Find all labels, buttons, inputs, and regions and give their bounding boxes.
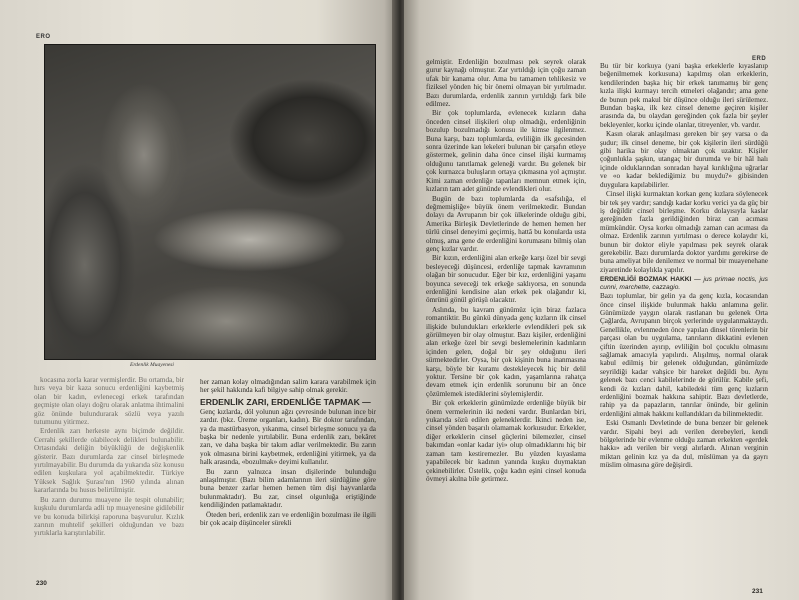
paragraph: Cinsel ilişki kurmaktan korkan genç kızlara söylenecek bir tek şey vardır; sandığı kadar korku verici ya da güç bir iş değildir cinsel birleşme. Korku dolayısıyla kaslar gereğinden fazla gerildiğinden biraz can acıması mümkündür. Oysa korku olmadığı zaman can acıması da olmaz. Erdenlik zarının yırtılması o derece kolaydır ki, bunun bir doktor eliyle yapılması pek seyrek olarak gerekebilir. Bazı durumlarda doktor yardımı gerekirse de buna ameliyat bile denilemez ve normal bir muayenehane ziyaretinde kolaylıkla yapılır. — [600, 190, 768, 274]
page-number-right: 231 — [752, 588, 763, 595]
paragraph: Bir çok toplumlarda, evlenecek kızların daha önceden cinsel ilişkileri olup olmadığı, erdenliğinin bozulup bozulmadığı konusu ile kimse ilgilenmez. Buna karşı, bazı toplumlarda, evliliğin ilk gecesinden sonra üzerinde kan lekeleri bulunan bir çarşafın etleye göstermek, gelinin daha önce cinsel ilişki kurmamış olduğunu tanıtlamak geleneği vardır. Bu gelenek bir çok kurnazca buluşların ortaya çıkmasına yol açmıştır. Kimi zaman erdenliğe tapanları memnun etmek için, kızların tam adet gününde evlendikleri olur. — [426, 109, 586, 194]
paragraph: Bu zarın yalnızca insan dişilerinde bulunduğu anlaşılmıştır. (Bazı bilim adamlarının ileri sürdüğüne göre buna benzer zarlar hemen hemen tüm dişi hayvanlarda bulunmaktadır). Bu zar, cinsel olgunluğa eriştiğinde kendiliğinden patlamaktadır. — [200, 467, 376, 510]
image-caption: Erdenlik Muayenesi — [130, 362, 174, 368]
paragraph: Bu tür bir korkuya (yani başka erkeklerle kıyaslanıp beğenilmemek korkusuna) kapılmış olan erkeklerin, kendilerinden başka hiç bir erkek tanımamış bir genç kızla ilişki kurmayı tercih etmeleri olağandır; ama gene de bunun pek makul bir düşünce olduğu ileri sürülemez. Bundan başka, ilk kez cinsel deneme geçiren kişiler arasında da, bu olaydan gereğinden çok fazla bir şeyler bekleyenler, korku içinde olanlar, titreyenler, vb. vardır. — [600, 62, 768, 129]
paragraph: Bugün de bazı toplumlarda da «safsılığa, el değmemişliğe» büyük önem verilmektedir. Bundan dolayı da Avrupanın bir çok ülkelerinde olduğu gibi, Amerika Birleşik Devletlerinde de hemen hemen her türlü cinsel deneyimi geçirmiş, hattâ bu konularda usta olmuş, ama gene de erdenliğini korumasını bilmiş olan genç kızlar vardır. — [426, 194, 586, 253]
heading-subtitle: — jus primae noctis, jus cunni, marchette, cazzagio. — [600, 276, 768, 292]
section-heading: ERDENLİK ZARI, ERDENLİĞE TAPMAK — — [200, 396, 371, 407]
right-column-1 — [426, 58, 586, 578]
paragraph: Aslında, bu kavram günümüz için biraz fazlaca romantiktir. Bu günkü dünyada genç kızların ilk cinsel ilişkide bulundukları erkeklerle evlendikleri pek sık görülmeyen bir olay olmuştur. Bazı kişiler, erdenliğini alan erkeğe özel bir sevgi beslemelerinin kadınların içinden gelen, doğal bir şey olduğunu ileri sürmektedirler. Oysa, bir çok kişinin buna inanmasına karşı, böyle bir kuramı destekleyecek hiç bir delil yoktur. Tersine bir çok kadın, yaşamlarına rahatça devam etmek için erdenlik sorununu bir an önce çözümlemek istediklerini söylemişlerdir. — [426, 305, 586, 398]
left-column-1 — [34, 376, 184, 586]
right-page — [404, 0, 799, 600]
erdenlik-muayenesi-illustration — [44, 44, 376, 360]
running-head-right: ERD — [752, 56, 767, 62]
paragraph: Bir çok erkeklerin günümüzde erdenliğe büyük bir önem vermelerinin iki nedeni vardır. Bunlardan biri, yukarıda sözü edilen geleneklerdir. İkinci neden ise, cinsel yönden başarılı olamamak korkusudur. Erkekler, diğer erkeklerin cinsel güçlerini bilemezler, cinsel bakımdan «onlar kadar iyi» olup olmadıklarını hiç bir zaman tam kestiremezler. Bu yüzden kıyaslama yapabilecek bir kadının yanında kuşku duymaktan çekinebilirler. Üstelik, çoğu kadın eşini cinsel konuda övmeyi akılna bile getirmez. — [426, 399, 586, 483]
paragraph: Eski Osmanlı Devletinde de buna benzer bir gelenek vardır. Sipahi beyi adı verilen derebeyleri, kendi bölgelerinde bir evlenme olduğu zaman erkekten «gerdek hakkı» adı verilen bir vergi alırlardı. Alınan verginin miktarı gelinin kız ya da dul, müslüman ya da gayrı müslim olmasına göre değişirdi. — [600, 419, 768, 470]
paragraph: Kasın olarak anlaşılması gereken bir şey varsa o da şudur; ilk cinsel deneme, bir çok kişilerin ileri sürdüğü gibi harika bir olay olmaktan çok uzaktır. Kişiler çoğunlukla şaşkın, utangaç bir durumda ve bir hâl halı içinde olduklarından sonradan hayal kırıklığına uğrarlar ve «o kadar beklediğimiz bu muydu?» gibisinden duygulara kapılabilirler. — [600, 130, 768, 189]
paragraph: Genç kızlarda, döl yolunun ağzı çevresinde bulunan ince bir zardır. (bkz. Üreme organları, kadın). Bir doktor tarafından, ya da mastürbasyon, yıkanma, cinsel birleşme sonucu ya da başka bir nedenle yırtılabilir. Buna erdenlik zarı, bekâret zarı, ve daha başka bir takım adlar verilmektedir. Bu zarın yok olmasına birini kaybetmek, erdenliğini yitirmek, ya da halk arasında, «bozulmak» deyimi kullanılır. — [200, 407, 376, 467]
right-column-2 — [600, 62, 768, 588]
paragraph: Bazı toplumlar, bir gelin ya da genç kızla, kocasından önce cinsel ilişkide bulunmak hakkı anlamına gelir. Günümüzde yaygın olarak rastlanan bu gelenek Orta Çağlarda, Avrupanın birçok yerlerinde uygulanmaktaydı. Genellikle, evlenmeden önce yapılan dinsel törenlerin bir parçası olan bu uygulama, tanrıların dikkatini evlenen çiftin üzerinden ayırıp, evliliğin bol çocuklu olmasını sağlamak amacıyla yapılırdı. Alışılmış, normal olarak kabul edilmiş bir gelenek olduğundan, günümüzde seyrildiği kadar vahşice bir hareket değildi bu. Aynı gelenek bazı cenci kabilelerinde de görülür. Kabile şefi, kendi öz kızları dahil, kabiledeki tüm genç kızların erdenliğini bozmak hakkına sahiptir. Bazı devletlerde, rahip ya da papazların, tanrılar önünde, bir gelinin erdenliğini almak hakkını kullandıkları da bilinmektedir. — [600, 292, 768, 418]
left-column-2 — [200, 378, 376, 578]
running-head-left: ERO — [36, 34, 51, 40]
paragraph: Bu zarın durumu muayene ile tespit olunabilir; kuşkulu durumlarda adli tıp muayenesine gidilebilir ve bu konuda bilirkişi raporuna başvurulur. Kızlık zarının muhtelif şekilleri olduğundan ve bazı yırtıklarla karıştırılabilir. — [34, 495, 184, 538]
page-number-left: 230 — [36, 580, 47, 587]
heading-title: ERDENLİĞİ BOZMAK HAKKI — [600, 276, 692, 284]
paragraph: Öteden beri, erdenlik zarı ve erdenliğin bozulması ile ilgili bir çok acaip düşünceler sürekli — [200, 510, 376, 528]
paragraph: Erdenlik zarı herkeste aynı biçimde değildir. Cerrahi şekillerde olabilecek delikleri bulunabilir. Ortasındaki deliğin büyüklüğü de değişkenlik gösterir. Bazı durumlarda zar cinsel birleşmede yırtılmayabilir. Bu durumda da yukarıda söz konusu edilen kuşkulara yol açabilmektedir. Türkiye Yüksek Sağlık Şurası'nın 1960 yılında alınan kararlarında bu husus belirtilmiştir. — [34, 427, 184, 495]
paragraph: kocasına zorla karar vermişlerdir. Bu ortamda, bir hırs veya bir kaza sonucu erdenliğini kaybetmiş olan bir kadın, evlenecegi erkek tarafından geçmişte olan olayı doğru olarak anlatma ihtimalini göz önünde bulundurarak sözlü veya yazılı tutumunu yitirmez. — [34, 376, 184, 427]
paragraph: her zaman kolay olmadığından salim karara varabilmek için her şekil hakkında kafi bilgiye sahip olmak gerekir. — [200, 378, 376, 395]
paragraph: gelmiştir. Erdenliğin bozulması pek seyrek olarak gurur kaynağı olmuştur. Zar yırtıldığı için çoğu zaman ufak bir kanama olur. Ama bu tamamen tehlikesiz ve fiziksel yönden hiç bir önemi olmayan bir yırtılmadır. Bazı durumlarda, erdenlik zarının yırtıldığı fark bile edilmez. — [426, 58, 586, 109]
left-page — [0, 0, 396, 600]
paragraph: Bir kızın, erdenliğini alan erkeğe karşı özel bir sevgi besleyeceği düşüncesi, erdenliğe tapmak kavramının olağan bir sonucudur. Eğer bir kız, erdenliğini yaşamı boyunca seveceği tek erkeğe saklıyorsa, en sonunda erdenliğini kendisine alan erkek pek olağandır ki, ömrünü gönül görüşü olacaktır. — [426, 254, 586, 305]
section-heading — [600, 276, 768, 292]
